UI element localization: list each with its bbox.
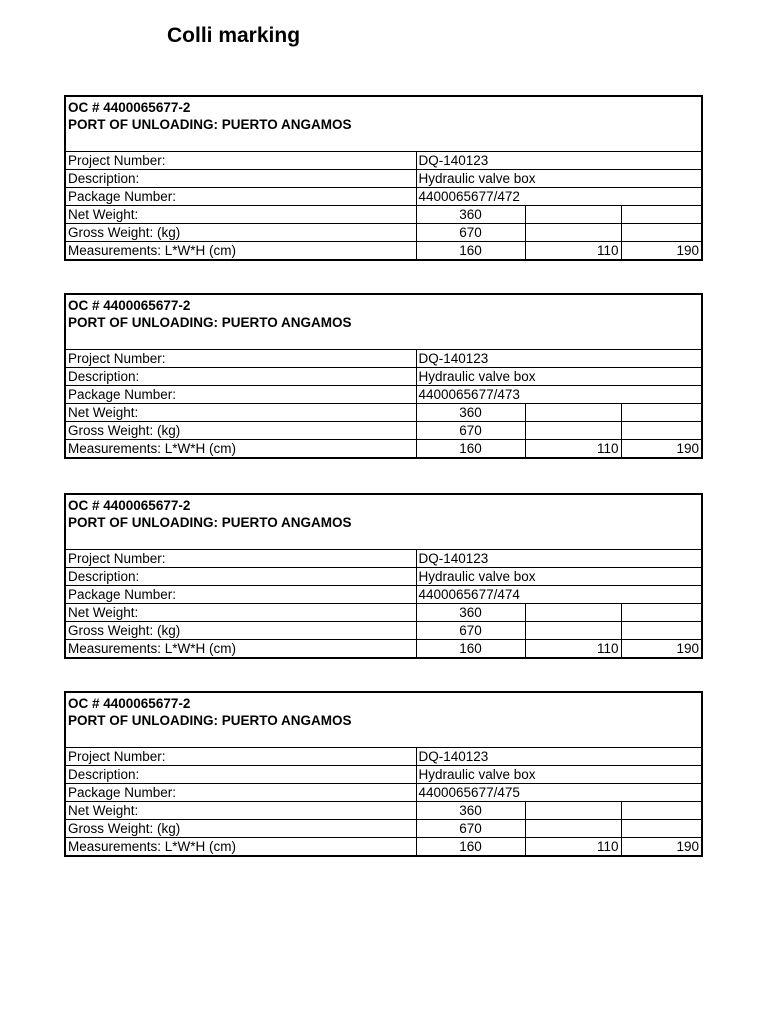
package-number-value: 4400065677/475 bbox=[416, 784, 701, 802]
net-weight-row bbox=[66, 604, 701, 622]
measurements-row bbox=[66, 440, 701, 458]
package-info-table bbox=[66, 350, 701, 457]
net-weight-row bbox=[66, 206, 701, 224]
package-number-value: 4400065677/473 bbox=[416, 386, 701, 404]
package-info-table bbox=[66, 152, 701, 259]
colli-marking-block bbox=[64, 493, 703, 659]
empty-cell bbox=[525, 404, 621, 422]
empty-cell bbox=[621, 224, 701, 242]
net-weight-value: 360 bbox=[416, 206, 525, 224]
length-value: 160 bbox=[416, 640, 525, 658]
description-value: Hydraulic valve box bbox=[416, 568, 701, 586]
block-header bbox=[66, 495, 701, 550]
colli-marking-block bbox=[64, 691, 703, 857]
package-number-value: 4400065677/474 bbox=[416, 586, 701, 604]
net-weight-label: Net Weight: bbox=[66, 604, 416, 622]
description-row bbox=[66, 170, 701, 188]
project-number-label: Project Number: bbox=[68, 551, 166, 566]
empty-cell bbox=[525, 802, 621, 820]
length-value: 160 bbox=[416, 242, 525, 260]
project-number-value: DQ-140123 bbox=[416, 550, 701, 568]
port-of-unloading: PORT OF UNLOADING: PUERTO ANGAMOS bbox=[68, 515, 352, 530]
project-number-label: Project Number: bbox=[68, 749, 166, 764]
empty-cell bbox=[621, 422, 701, 440]
page-title: Colli marking bbox=[167, 24, 301, 47]
package-info-table bbox=[66, 550, 701, 657]
empty-cell bbox=[525, 622, 621, 640]
package-number-label: Package Number: bbox=[66, 386, 416, 404]
measurements-label: Measurements: L*W*H (cm) bbox=[66, 242, 416, 260]
width-value: 110 bbox=[525, 242, 621, 260]
colli-marking-block bbox=[64, 293, 703, 459]
empty-cell bbox=[621, 820, 701, 838]
measurements-label: Measurements: L*W*H (cm) bbox=[66, 838, 416, 856]
package-row bbox=[66, 188, 701, 206]
order-number: OC # 4400065677-2 bbox=[68, 298, 191, 313]
order-number: OC # 4400065677-2 bbox=[68, 100, 191, 115]
net-weight-value: 360 bbox=[416, 404, 525, 422]
net-weight-label: Net Weight: bbox=[66, 404, 416, 422]
description-value: Hydraulic valve box bbox=[416, 368, 701, 386]
net-weight-value: 360 bbox=[416, 802, 525, 820]
empty-cell bbox=[621, 604, 701, 622]
gross-weight-label: Gross Weight: (kg) bbox=[66, 622, 416, 640]
empty-cell bbox=[621, 622, 701, 640]
package-info-table bbox=[66, 748, 701, 855]
gross-weight-label: Gross Weight: (kg) bbox=[66, 422, 416, 440]
measurements-label: Measurements: L*W*H (cm) bbox=[66, 640, 416, 658]
package-number-value: 4400065677/472 bbox=[416, 188, 701, 206]
gross-weight-row bbox=[66, 224, 701, 242]
package-number-label: Package Number: bbox=[66, 586, 416, 604]
port-of-unloading: PORT OF UNLOADING: PUERTO ANGAMOS bbox=[68, 713, 352, 728]
width-value: 110 bbox=[525, 640, 621, 658]
project-number-label: Project Number: bbox=[68, 153, 166, 168]
measurements-label: Measurements: L*W*H (cm) bbox=[66, 440, 416, 458]
description-label: Description: bbox=[66, 368, 416, 386]
block-header bbox=[66, 295, 701, 350]
package-row bbox=[66, 386, 701, 404]
package-number-label: Package Number: bbox=[66, 784, 416, 802]
gross-weight-row bbox=[66, 622, 701, 640]
gross-weight-value: 670 bbox=[416, 422, 525, 440]
net-weight-label: Net Weight: bbox=[66, 802, 416, 820]
empty-cell bbox=[525, 206, 621, 224]
empty-cell bbox=[525, 820, 621, 838]
gross-weight-value: 670 bbox=[416, 224, 525, 242]
measurements-row bbox=[66, 640, 701, 658]
project-number-value: DQ-140123 bbox=[416, 152, 701, 170]
package-number-label: Package Number: bbox=[66, 188, 416, 206]
project-row bbox=[66, 152, 701, 170]
description-value: Hydraulic valve box bbox=[416, 766, 701, 784]
package-row bbox=[66, 784, 701, 802]
gross-weight-label: Gross Weight: (kg) bbox=[66, 224, 416, 242]
port-of-unloading: PORT OF UNLOADING: PUERTO ANGAMOS bbox=[68, 315, 352, 330]
gross-weight-value: 670 bbox=[416, 820, 525, 838]
empty-cell bbox=[621, 404, 701, 422]
measurements-row bbox=[66, 838, 701, 856]
description-label: Description: bbox=[66, 568, 416, 586]
project-number-value: DQ-140123 bbox=[416, 748, 701, 766]
width-value: 110 bbox=[525, 440, 621, 458]
gross-weight-row bbox=[66, 422, 701, 440]
gross-weight-row bbox=[66, 820, 701, 838]
description-row bbox=[66, 568, 701, 586]
description-value: Hydraulic valve box bbox=[416, 170, 701, 188]
project-number-label: Project Number: bbox=[68, 351, 166, 366]
order-number: OC # 4400065677-2 bbox=[68, 498, 191, 513]
gross-weight-label: Gross Weight: (kg) bbox=[66, 820, 416, 838]
height-value: 190 bbox=[621, 838, 701, 856]
measurements-row bbox=[66, 242, 701, 260]
empty-cell bbox=[621, 206, 701, 224]
description-row bbox=[66, 766, 701, 784]
project-row bbox=[66, 550, 701, 568]
net-weight-row bbox=[66, 404, 701, 422]
length-value: 160 bbox=[416, 838, 525, 856]
net-weight-label: Net Weight: bbox=[66, 206, 416, 224]
block-header bbox=[66, 97, 701, 152]
empty-cell bbox=[525, 422, 621, 440]
project-row bbox=[66, 748, 701, 766]
net-weight-value: 360 bbox=[416, 604, 525, 622]
height-value: 190 bbox=[621, 640, 701, 658]
empty-cell bbox=[525, 224, 621, 242]
gross-weight-value: 670 bbox=[416, 622, 525, 640]
description-row bbox=[66, 368, 701, 386]
net-weight-row bbox=[66, 802, 701, 820]
project-number-value: DQ-140123 bbox=[416, 350, 701, 368]
empty-cell bbox=[621, 802, 701, 820]
order-number: OC # 4400065677-2 bbox=[68, 696, 191, 711]
description-label: Description: bbox=[66, 766, 416, 784]
description-label: Description: bbox=[66, 170, 416, 188]
project-row bbox=[66, 350, 701, 368]
colli-marking-block bbox=[64, 95, 703, 261]
package-row bbox=[66, 586, 701, 604]
block-header bbox=[66, 693, 701, 748]
empty-cell bbox=[525, 604, 621, 622]
width-value: 110 bbox=[525, 838, 621, 856]
length-value: 160 bbox=[416, 440, 525, 458]
height-value: 190 bbox=[621, 440, 701, 458]
height-value: 190 bbox=[621, 242, 701, 260]
port-of-unloading: PORT OF UNLOADING: PUERTO ANGAMOS bbox=[68, 117, 352, 132]
